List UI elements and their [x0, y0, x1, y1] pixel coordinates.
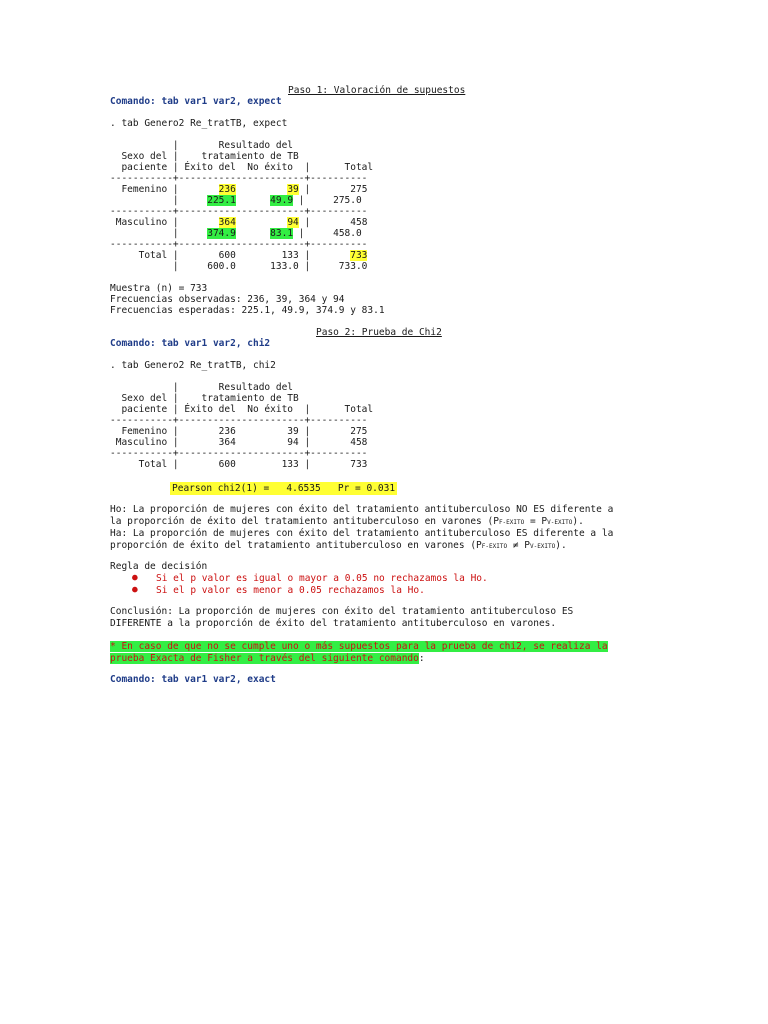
table-row	[110, 217, 367, 228]
fisher-note	[110, 641, 658, 664]
bullet-icon: ●	[132, 572, 138, 583]
expected-frequencies: Frecuencias esperadas: 225.1, 49.9, 374.9 y 83.1	[110, 305, 385, 316]
subscript: V-EXITO	[547, 518, 573, 526]
table-separator: -----------+----------------------+----------	[110, 239, 368, 250]
conclusion-line: Conclusión: La proporción de mujeres con éxito del tratamiento antituberculoso ES	[110, 606, 574, 617]
table-row	[110, 250, 367, 261]
expected-cell: 374.9	[207, 228, 236, 239]
text: ).	[572, 515, 584, 527]
table-row: | 600.0 133.0 | 733.0	[110, 261, 368, 272]
step1-heading: Paso 1: Valoración de supuestos	[288, 85, 466, 96]
text: la proporción de éxito del tratamiento antituberculoso en varones (P	[110, 515, 499, 527]
decision-rule-item: Si el p valor es menor a 0.05 rechazamos la Ho.	[156, 585, 425, 596]
spacer	[236, 217, 287, 228]
row-total: | 275.0	[293, 195, 362, 206]
hypotheses	[110, 504, 658, 552]
conclusion-line: DIFERENTE a la proporción de éxito del tratamiento antituberculoso en varones.	[110, 617, 557, 629]
null-hypothesis-line: Ho: La proporción de mujeres con éxito del tratamiento antituberculoso NO ES diferente a	[110, 504, 614, 515]
table-row: Femenino | 236 39 | 275	[110, 426, 368, 437]
note-line	[110, 641, 658, 653]
spacer	[236, 228, 270, 239]
table-header-row: | Resultado del	[110, 382, 294, 393]
text: = P	[524, 515, 548, 527]
row-label: Masculino |	[110, 217, 219, 228]
table-separator: -----------+----------------------+----------	[110, 448, 368, 459]
row-label: Total | 600 133 |	[110, 250, 351, 261]
step2-stata-command: . tab Genero2 Re_tratTB, chi2	[110, 360, 276, 371]
row-total: | 458	[298, 217, 368, 228]
null-hypothesis-line	[110, 516, 658, 529]
text: ≠ P	[507, 539, 530, 551]
row-label: |	[110, 195, 208, 206]
decision-rule-title: Regla de decisión	[110, 561, 208, 572]
text: proporción de éxito del tratamiento antituberculoso en varones (P	[110, 539, 482, 551]
step1-command: Comando: tab var1 var2, expect	[110, 96, 282, 107]
step2-heading: Paso 2: Prueba de Chi2	[316, 327, 442, 338]
expected-cell: 225.1	[207, 195, 236, 206]
observed-cell: 364	[218, 217, 236, 228]
table-header-row: | Resultado del	[110, 140, 294, 151]
total-cell: 733	[350, 250, 368, 261]
alternative-hypothesis-line: Ha: La proporción de mujeres con éxito del tratamiento antituberculoso ES diferente a la	[110, 528, 614, 539]
text: ).	[555, 539, 567, 551]
table-row	[110, 228, 362, 239]
expected-cell: 49.9	[270, 195, 294, 206]
sample-size: Muestra (n) = 733	[110, 283, 208, 294]
table-row	[110, 184, 367, 195]
subscript: F-EXITO	[498, 518, 525, 526]
note-tail: :	[418, 652, 425, 664]
row-total: | 275	[298, 184, 368, 195]
pearson-result: Pearson chi2(1) = 4.6535 Pr = 0.031	[172, 483, 396, 494]
spacer	[236, 195, 270, 206]
note-text: * En caso de que no se cumple uno o más supuestos para la prueba de chi2, se realiza la	[110, 641, 608, 652]
step1-stata-command: . tab Genero2 Re_tratTB, expect	[110, 118, 288, 129]
observed-cell: 94	[287, 217, 299, 228]
observed-frequencies: Frecuencias observadas: 236, 39, 364 y 94	[110, 294, 345, 305]
spacer	[236, 184, 287, 195]
table-separator: -----------+----------------------+----------	[110, 173, 368, 184]
table-header-row: Sexo del | tratamiento de TB	[110, 393, 299, 404]
step2-command: Comando: tab var1 var2, chi2	[110, 338, 271, 349]
observed-cell: 39	[287, 184, 299, 195]
note-line	[110, 653, 658, 665]
table-separator: -----------+----------------------+----------	[110, 415, 368, 426]
table-row	[110, 195, 362, 206]
table-separator: -----------+----------------------+----------	[110, 206, 368, 217]
step3-command: Comando: tab var1 var2, exact	[110, 674, 276, 685]
expected-cell: 83.1	[270, 228, 294, 239]
subscript: V-EXITO	[529, 542, 556, 550]
row-label: Femenino |	[110, 184, 219, 195]
table-header-row: paciente | Éxito del No éxito | Total	[110, 404, 374, 415]
subscript: F-EXITO	[481, 542, 508, 550]
bullet-icon: ●	[132, 584, 138, 595]
decision-rule-item: Si el p valor es igual o mayor a 0.05 no rechazamos la Ho.	[156, 573, 488, 584]
alternative-hypothesis-line	[110, 540, 658, 553]
conclusion	[110, 606, 658, 629]
row-label: |	[110, 228, 208, 239]
table-header-row: paciente | Éxito del No éxito | Total	[110, 162, 374, 173]
table-header-row: Sexo del | tratamiento de TB	[110, 151, 299, 162]
observed-cell: 236	[218, 184, 236, 195]
table-row: Total | 600 133 | 733	[110, 459, 368, 470]
note-text: prueba Exacta de Fisher a través del siguiente comando	[110, 652, 419, 664]
table-row: Masculino | 364 94 | 458	[110, 437, 368, 448]
row-total: | 458.0	[293, 228, 362, 239]
